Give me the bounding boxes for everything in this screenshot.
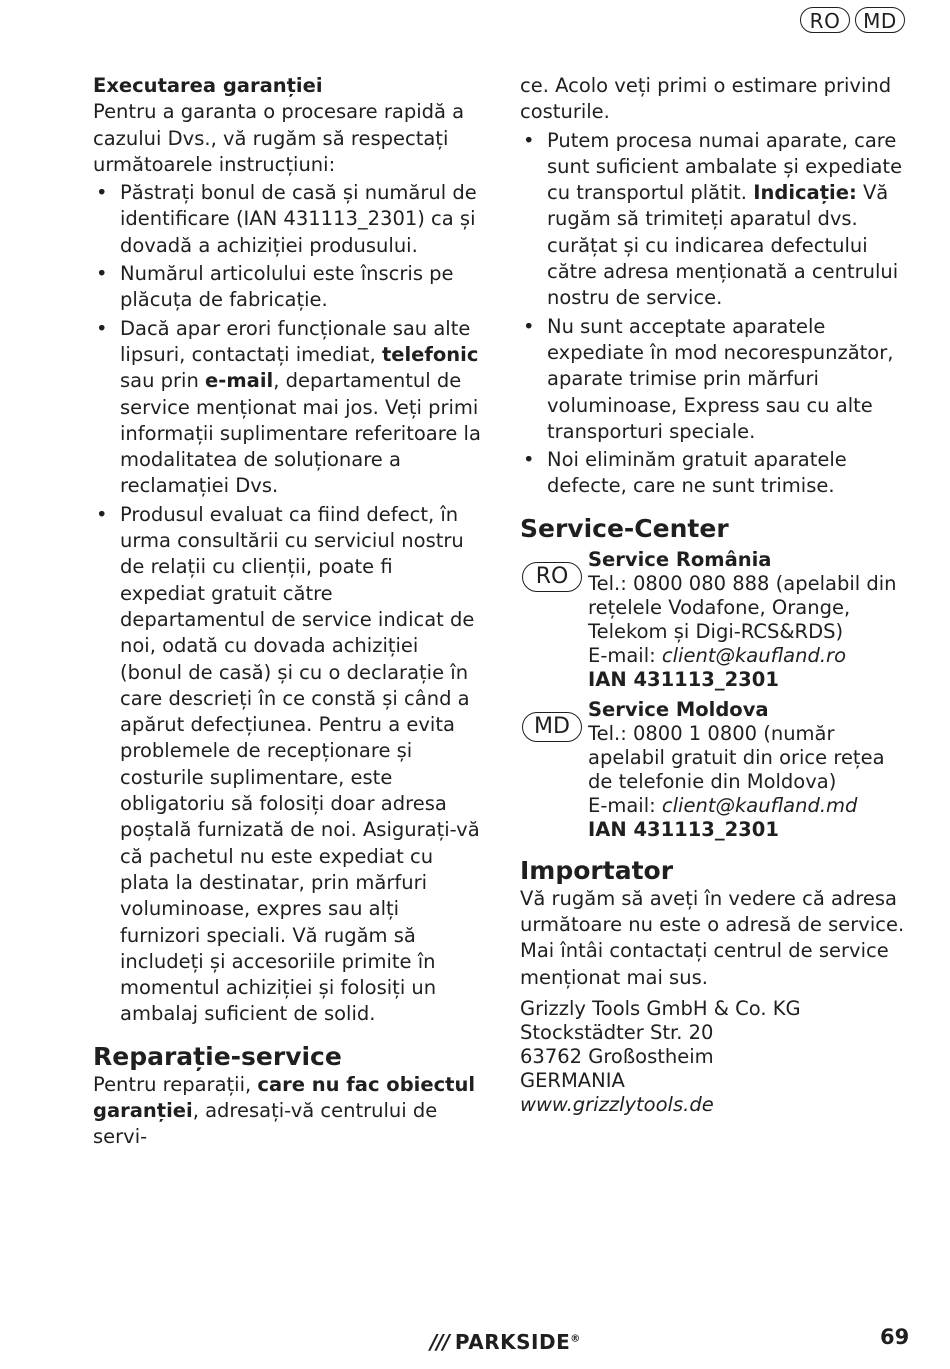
service-ian: IAN 431113_2301 [588, 667, 779, 691]
warranty-list [93, 180, 483, 1028]
address-country: GERMANIA [520, 1068, 625, 1092]
service-phone: Tel.: 0800 1 0800 (număr apelabil gratuit din orice rețea de telefonie din Moldova) [588, 721, 885, 793]
service-block-romania [520, 548, 910, 692]
emphasis-non-warranty: care nu fac obiectul garanției [93, 1072, 476, 1122]
warranty-heading: Executarea garanției [93, 74, 323, 97]
repair-heading: Reparație-service [93, 1041, 342, 1071]
importer-heading: Importator [520, 855, 674, 885]
warranty-intro: Pentru a garanta o procesare rapidă a cazului Dvs., vă rugăm să respectați următoarele instrucțiuni: [93, 100, 465, 176]
list-item: • Noi eliminăm gratuit aparatele defecte, care ne sunt trimise. [520, 447, 910, 500]
shipping-list [520, 128, 910, 500]
list-item [520, 128, 910, 312]
list-item: • Numărul articolului este înscris pe plăcuța de fabricație. [93, 261, 483, 314]
text-run: sau prin [120, 369, 206, 393]
text-run: , departamentul de service menționat mai jos. Veți primi informații suplimentare referitoare la modalitatea de soluționare a reclamației Dvs. [120, 369, 481, 498]
text-run: Pentru reparații, [93, 1072, 258, 1096]
country-badge-md: MD [522, 712, 582, 742]
address-street: Stockstädter Str. 20 [520, 1020, 714, 1044]
list-item: • Nu sunt acceptate aparatele expediate în mod necorespunzător, aparate trimise prin mărfuri voluminoase, Express sau cu alte transporturi speciale. [520, 314, 910, 445]
emphasis-email: e-mail [205, 369, 274, 393]
logo-slashes: /// [430, 1330, 449, 1354]
service-email-line [588, 644, 910, 668]
repair-paragraph-continued: ce. Acolo veți primi o estimare privind costurile. [520, 74, 892, 124]
emphasis-note: Indicație: [753, 181, 857, 205]
text-run: Dacă apar erori funcționale sau alte lipsuri, contactați imediat, [120, 316, 471, 366]
emphasis-phone: telefonic [381, 342, 479, 366]
service-name: Service Moldova [588, 697, 769, 721]
address-website: www.grizzlytools.de [520, 1092, 714, 1116]
importer-note: Vă rugăm să aveți în vedere că adresa următoare nu este o adresă de service. Mai întâi contactați centrul de service menționat mai sus. [520, 886, 905, 989]
email-address: client@kaufland.ro [661, 643, 846, 667]
service-name: Service România [588, 547, 772, 571]
language-badge-md: MD [855, 7, 905, 33]
importer-address [520, 997, 910, 1117]
service-block-moldova [520, 698, 910, 842]
parkside-logo [430, 1330, 581, 1354]
service-center-heading: Service-Center [520, 513, 729, 543]
left-column [93, 73, 483, 1151]
logo-brand: PARKSIDE [454, 1330, 571, 1354]
service-ian: IAN 431113_2301 [588, 817, 779, 841]
text-run: Vă rugăm să trimiteți aparatul dvs. curățat și cu indicarea defectului către adresa menționată a centrului nostru de service. [547, 181, 899, 310]
list-item [93, 316, 483, 500]
email-label: E-mail: [588, 643, 662, 667]
text-run: , adresați-vă centrului de servi- [93, 1098, 438, 1149]
language-badge-ro: RO [800, 7, 850, 33]
list-item: • Produsul evaluat ca fiind defect, în urma consultării cu serviciul nostru de relații cu clienții, poate fi expediat gratuit către departamentul de service indicat de noi, odată cu dovada achiziției (bonul de casă) și cu o declarație în care descrieți în ce constă și când a apărut defecțiunea. Pentru a evita problemele de recepționare și costurile suplimentare, este obligatoriu să folosiți doar adresa poștală furnizată de noi. Asigurați-vă că pachetul nu este expediat cu plata la destinatar, prin mărfuri voluminoase, expres sau alți furnizori speciali. Vă rugăm să includeți și accesoriile primite în momentul achiziției și folosiți un ambalaj suficient de solid. [93, 502, 483, 1028]
page-number: 69 [880, 1325, 910, 1349]
address-company: Grizzly Tools GmbH & Co. KG [520, 996, 801, 1020]
email-label: E-mail: [588, 793, 662, 817]
list-item: • Păstrați bonul de casă și numărul de identificare (IAN 431113_2301) ca și dovadă a achiziției produsului. [93, 180, 483, 259]
email-address: client@kaufland.md [661, 793, 858, 817]
text-run: Putem procesa numai aparate, care sunt suficient ambalate și expediate cu transportul plătit. [547, 128, 903, 205]
country-badge-ro: RO [522, 562, 582, 592]
service-email-line [588, 794, 910, 818]
repair-paragraph [93, 1072, 483, 1151]
right-column [520, 73, 910, 1117]
address-city: 63762 Großostheim [520, 1044, 714, 1068]
service-phone: Tel.: 0800 080 888 (apelabil din rețelele Vodafone, Orange, Telekom și Digi-RCS&RDS) [588, 571, 897, 643]
logo-registered-mark: ® [570, 1333, 581, 1345]
